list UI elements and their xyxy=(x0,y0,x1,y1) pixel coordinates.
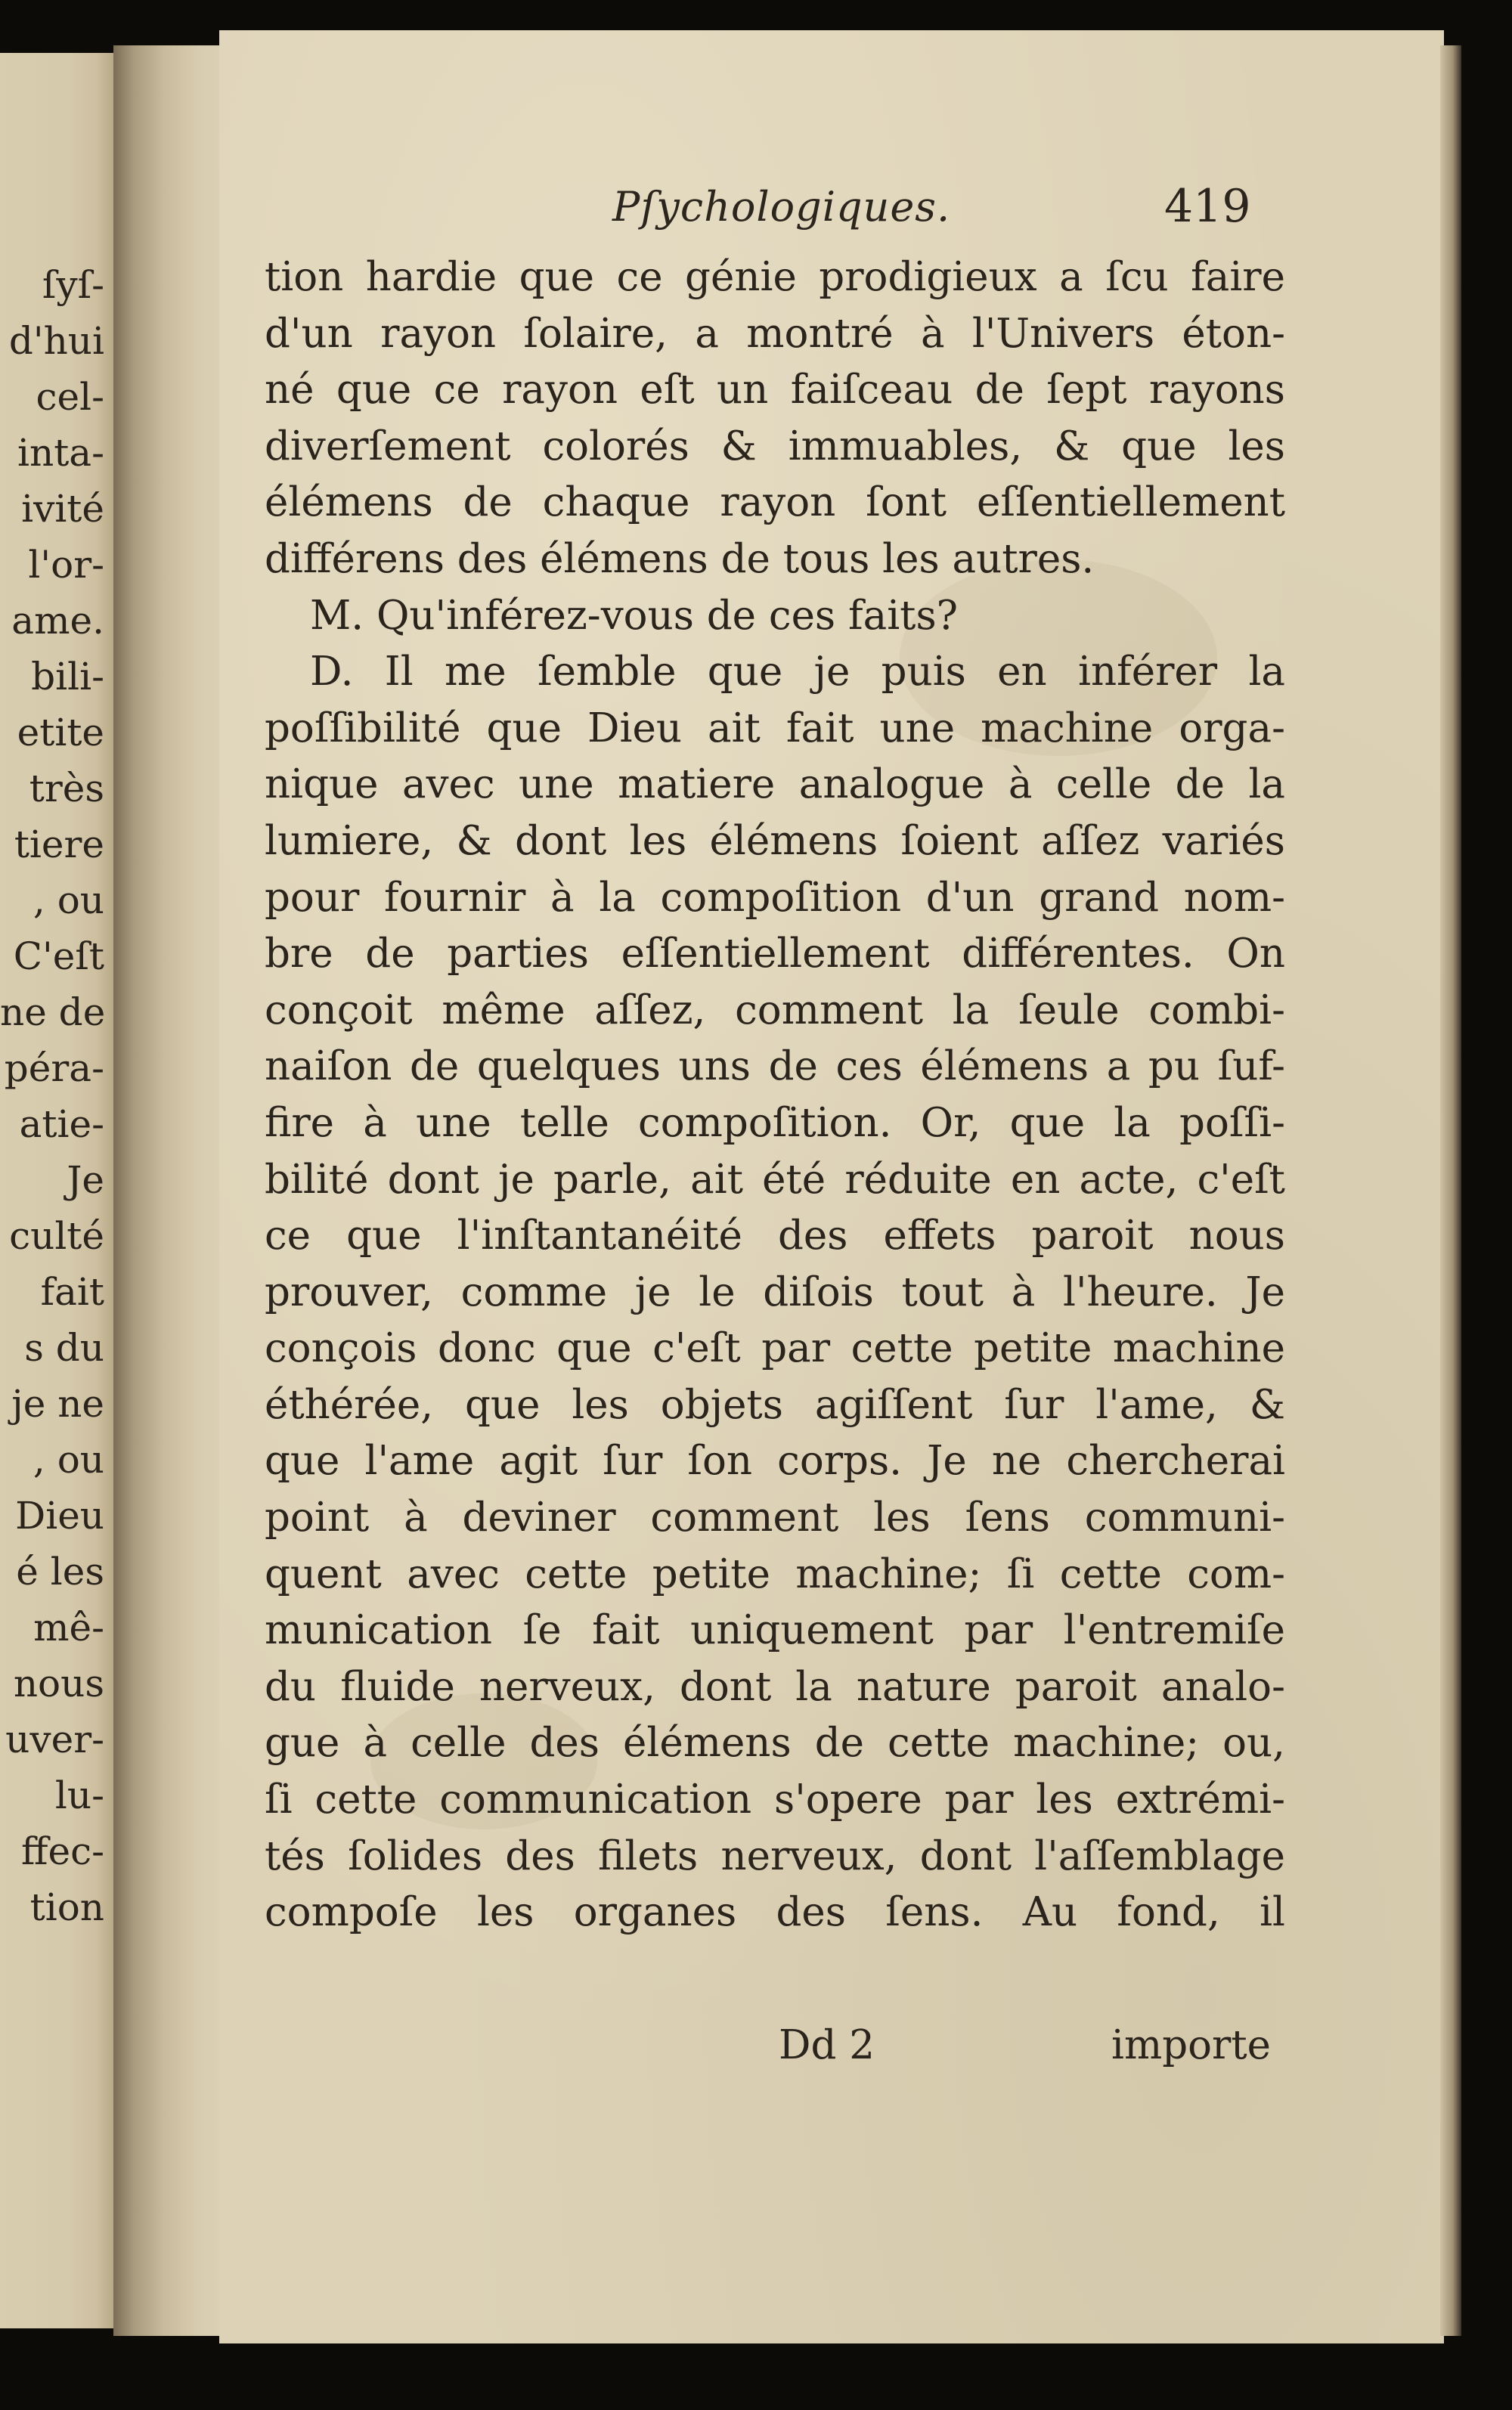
page-footer xyxy=(219,2015,1444,2083)
signature-mark: Dd 2 xyxy=(779,2022,875,2068)
text-line: tés ſolides des filets nerveux, dont l'aſſemblage xyxy=(265,1832,1285,1879)
left-fragment-line: inta- xyxy=(17,431,104,475)
text-line: que l'ame agit ſur ſon corps. Je ne chercherai xyxy=(265,1438,1285,1485)
left-fragment-line: bili- xyxy=(31,655,104,699)
text-line: quent avec cette petite machine; ſi cette com- xyxy=(265,1550,1285,1597)
left-fragment-line: ſyſ- xyxy=(42,263,104,307)
left-fragment-line: ame. xyxy=(11,599,104,643)
text-line: du fluide nerveux, dont la nature paroit analo- xyxy=(265,1663,1285,1710)
text-line: élémens de chaque rayon ſont eſſentiellement xyxy=(265,479,1285,526)
left-fragment-line: ffec- xyxy=(20,1829,104,1873)
left-fragment-line: é les xyxy=(16,1550,104,1594)
left-fragment-line: tion xyxy=(29,1885,104,1929)
left-fragment-line: d'hui xyxy=(8,319,104,363)
left-fragment-line: ivité xyxy=(21,487,104,531)
text-line: lumiere, & dont les élémens ſoient aſſez variés xyxy=(265,817,1285,864)
text-line: gue à celle des élémens de cette machine; ou, xyxy=(265,1720,1285,1767)
text-line: différens des élémens de tous les autres. xyxy=(265,535,1095,582)
text-line: nique avec une matiere analogue à celle de la xyxy=(265,761,1285,808)
left-page-fragment xyxy=(0,53,113,2328)
left-fragment-line: très xyxy=(29,767,104,810)
text-line: point à deviner comment les ſens communi- xyxy=(265,1495,1285,1541)
left-fragment-line: mê- xyxy=(33,1606,104,1650)
catchword: importe xyxy=(1111,2022,1272,2068)
page-number: 419 xyxy=(1164,180,1251,233)
text-line: conçois donc que c'eſt par cette petite machine xyxy=(265,1325,1285,1372)
left-fragment-line: cel- xyxy=(36,375,104,419)
left-fragment-line: atie- xyxy=(19,1102,104,1146)
text-line: prouver, comme je le diſois tout à l'heure. Je xyxy=(265,1269,1285,1315)
text-line: ſi cette communication s'opere par les extrémi- xyxy=(265,1777,1285,1823)
left-fragment-line: Dieu xyxy=(15,1494,104,1538)
left-fragment-line: uver- xyxy=(5,1718,104,1761)
left-fragment-line: nous xyxy=(13,1662,104,1705)
page-edge-shadow xyxy=(1440,45,1461,2336)
text-line: né que ce rayon eſt un faiſceau de ſept rayons xyxy=(265,367,1285,414)
left-fragment-line: je ne xyxy=(11,1382,104,1426)
text-line: D. Il me ſemble que je puis en inférer la xyxy=(310,649,1285,695)
text-line: d'un rayon ſolaire, a montré à l'Univers éton- xyxy=(265,310,1285,357)
left-page-text xyxy=(0,257,113,1935)
left-fragment-line: , ou xyxy=(33,1438,104,1482)
text-line: éthérée, que les objets agiſſent ſur l'ame, & xyxy=(265,1381,1285,1428)
text-line: munication ſe fait uniquement par l'entremiſe xyxy=(265,1607,1285,1654)
left-fragment-line: , ou xyxy=(33,878,104,922)
left-fragment-line: C'eſt xyxy=(13,934,104,978)
text-line: compoſe les organes des ſens. Au fond, il xyxy=(265,1889,1285,1936)
left-fragment-line: etite xyxy=(17,711,104,754)
left-fragment-line: Je xyxy=(67,1158,104,1202)
left-fragment-line: s du xyxy=(24,1326,104,1370)
text-line: diverſement colorés & immuables, & que les xyxy=(265,423,1285,469)
text-line: pour fournir à la compoſition d'un grand nom- xyxy=(265,874,1285,921)
text-line: naiſon de quelques uns de ces élémens a pu ſuf- xyxy=(265,1043,1285,1090)
text-line: conçoit même aſſez, comment la ſeule combi- xyxy=(265,987,1285,1033)
text-line: ce que l'inſtantanéité des effets paroit nous xyxy=(265,1213,1285,1259)
text-line: bilité dont je parle, ait été réduite en acte, c'eſt xyxy=(265,1156,1285,1203)
text-line: M. Qu'inférez-vous de ces faits? xyxy=(310,592,959,639)
left-fragment-line: lu- xyxy=(54,1773,104,1817)
left-fragment-line: culté xyxy=(9,1214,104,1258)
right-page xyxy=(219,30,1444,2343)
text-line: fire à une telle compoſition. Or, que la poſſi- xyxy=(265,1099,1285,1146)
book-gutter-shadow xyxy=(113,45,227,2336)
left-fragment-line: tiere xyxy=(14,822,104,866)
text-line: bre de parties eſſentiellement différentes. On xyxy=(265,931,1285,977)
left-fragment-line: péra- xyxy=(4,1046,104,1090)
left-fragment-line: ne de xyxy=(0,990,106,1034)
left-fragment-line: l'or- xyxy=(28,543,104,587)
page-header xyxy=(219,166,1444,242)
text-line: poſſibilité que Dieu ait fait une machine orga- xyxy=(265,705,1285,751)
running-title: Pſychologiques. xyxy=(612,183,951,231)
text-line: tion hardie que ce génie prodigieux a ſcu faire xyxy=(265,254,1285,300)
page-body xyxy=(265,249,1285,1941)
left-fragment-line: fait xyxy=(40,1270,104,1314)
